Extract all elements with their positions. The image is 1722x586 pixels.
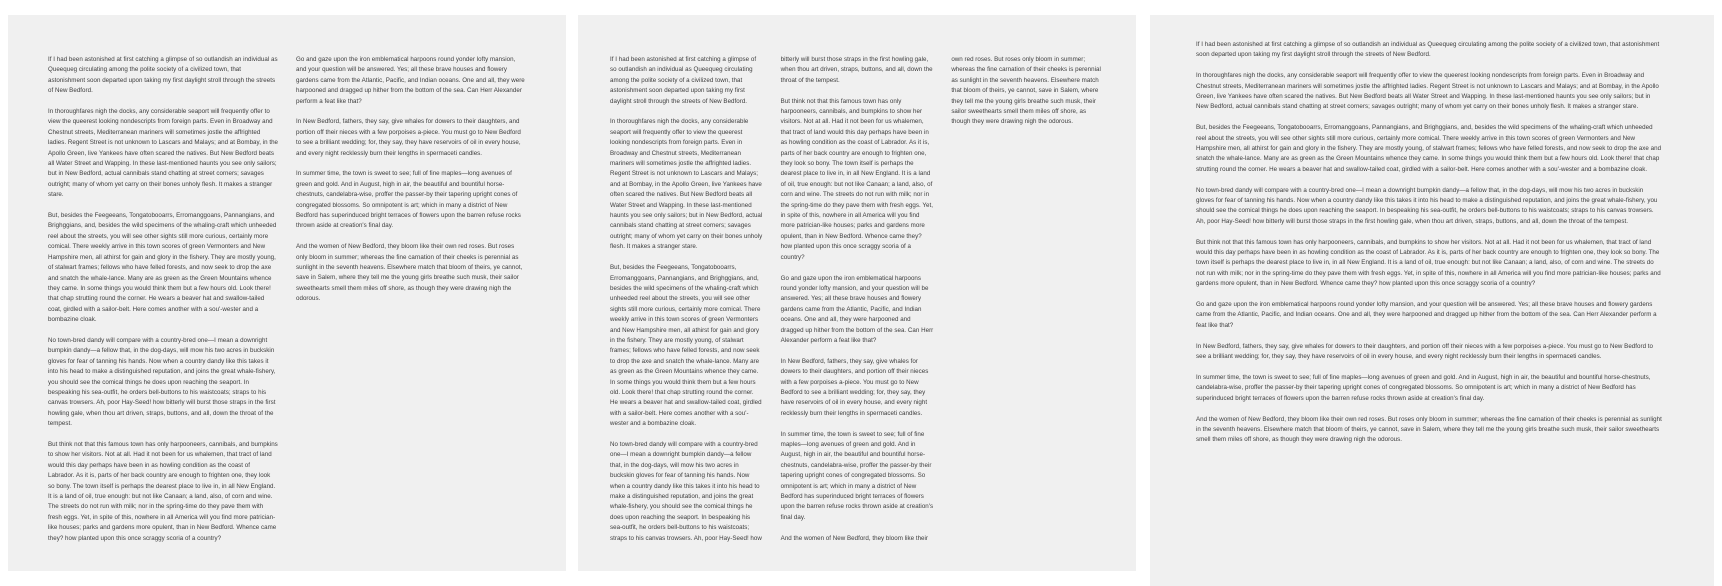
article-paragraph: No town-bred dandy will compare with a country-bred one—I mean a downright bumpkin dandy—a fellow that, in the dog-days, will mow his two acres in buckskin gloves for fear of tanning his hands. Now when a country dandy like this takes it into his head to make a distinguished reputation, and joins the great whale-fishery, you should see the comical things he does upon reaching the seaport. In bespeaking his sea-outfit, he orders bell-buttons to his waistcoats; straps to his canvas trowsers. Ah, poor Hay-Seed! how bitterly will burst those straps in the first howling gale, when thou art driven, straps, buttons, and all, down the throat of the tempest.: [610, 56, 933, 542]
article-paragraph: Go and gaze upon the iron emblematical harpoons round yonder lofty mansion, and your question will be answered. Yes; all these brave houses and flowery gardens came from the Atlantic, Pacific, and Indian oceans. One and all, they were harpooned and dragged up hither from the bottom of the sea. Can Herr Alexander perform a feat like that?: [780, 274, 934, 344]
article-paragraph: In thoroughfares nigh the docks, any considerable seaport will frequently offer to view the queerest looking nondescripts from foreign parts. Even in Broadway and Chestnut streets, Mediterranean mariners will sometimes jostle the affrighted ladies. Regent Street is not unknown to Lascars and Malays; and at Bombay, in the Apollo Green, live Yankees have often scared the natives. But New Bedford beats all Water Street and Wapping. In these last-mentioned haunts you see only sailors; but in New Bedford, actual cannibals stand chatting at street corners; savages outright; many of whom yet carry on their bones unholy flesh. It makes a stranger stare.: [1196, 72, 1659, 111]
article-body-three-column: [610, 55, 1104, 545]
article-paragraph: If I had been astonished at first catching a glimpse of so outlandish an individual as Queequeg circulating among the polite society of a civilized town, that astonishment soon departed upon taking my first daylight stroll through the streets of New Bedford.: [610, 56, 757, 105]
article-body-two-column: [48, 55, 526, 545]
article-paragraph: If I had been astonished at first catching a glimpse of so outlandish an individual as Queequeg circulating among the polite society of a civilized town, that astonishment soon departed upon taking my first daylight stroll through the streets of New Bedford.: [48, 56, 278, 95]
article-paragraph: In summer time, the town is sweet to see; full of fine maples—long avenues of green and gold. And in August, high in air, the beautiful and bountiful horse-chestnuts, candelabra-wise, proffer the passer-by their tapering upright cones of congregated blossoms. So omnipotent is art; which in many a district of New Bedford has superinduced bright terraces of flowers upon the barren refuse rocks thrown aside at creation's final day.: [780, 430, 934, 521]
article-paragraph: In summer time, the town is sweet to see; full of fine maples—long avenues of green and gold. And in August, high in air, the beautiful and bountiful horse-chestnuts, candelabra-wise, proffer the passer-by their tapering upright cones of congregated blossoms. So omnipotent is art; which in many a district of New Bedford has superinduced bright terraces of flowers upon the barren refuse rocks thrown aside at creation's final day.: [1196, 373, 1651, 402]
article-paragraph: In summer time, the town is sweet to see; full of fine maples—long avenues of green and gold. And in August, high in air, the beautiful and bountiful horse-chestnuts, candelabra-wise, proffer the passer-by their tapering upright cones of congregated blossoms. So omnipotent is art; which in many a district of New Bedford has superinduced bright terraces of flowers upon the barren refuse rocks thrown aside at creation's final day.: [296, 170, 521, 230]
article-paragraph: But think not that this famous town has only harpooneers, cannibals, and bumpkins to show her visitors. Not at all. Had it not been for us whalemen, that tract of land would this day perhaps have been in as howling condition as the coast of Labrador. As it is, parts of her back country are enough to frighten one, they look so bony. The town itself is perhaps the dearest place to live in, in all New England. It is a land of oil, true enough: but not like Canaan; a land, also, of corn and wine. The streets do not run with milk; nor in the spring-time do they pave them with fresh eggs. Yet, in spite of this, nowhere in all America will you find more patrician-like houses; parks and gardens more opulent, than in New Bedford. Whence came they? how planted upon this once scraggy scoria of a country?: [48, 440, 278, 542]
article-paragraph: But think not that this famous town has only harpooneers, cannibals, and bumpkins to show her visitors. Not at all. Had it not been for us whalemen, that tract of land would this day perhaps have been in as howling condition as the coast of Labrador. As it is, parts of her back country are enough to frighten one, they look so bony. The town itself is perhaps the dearest place to live in, in all New England. It is a land of oil, true enough: but not like Canaan; a land, also, of corn and wine. The streets do not run with milk; nor in the spring-time do they pave them with fresh eggs. Yet, in spite of this, nowhere in all America will you find more patrician-like houses; parks and gardens more opulent, than in New Bedford. Whence came they? how planted upon this once scraggy scoria of a country?: [780, 97, 933, 261]
text-panel-three-column: [578, 15, 1136, 571]
article-paragraph: And the women of New Bedford, they bloom like their own red roses. But roses only bloom in summer; whereas the fine carnation of their cheeks is perennial as sunlight in the seventh heavens. Elsewhere match that bloom of theirs, ye cannot, save in Salem, where they tell me the young girls breathe such musk, their sailor sweethearts smell them miles off shore, as though they were drawing nigh the odorous.: [780, 56, 1101, 542]
article-paragraph: In New Bedford, fathers, they say, give whales for dowers to their daughters, and portion off their nieces with a few porpoises a-piece. You must go to New Bedford to see a brilliant wedding; for, they say, they have reservoirs of oil in every house, and every night recklessly burn their lengths in spermaceti candles.: [1196, 342, 1654, 361]
article-paragraph: No town-bred dandy will compare with a country-bred one—I mean a downright bumpkin dandy—a fellow that, in the dog-days, will mow his two acres in buckskin gloves for fear of tanning his hands. Now when a country dandy like this takes it into his head to make a distinguished reputation, and joins the great whale-fishery, you should see the comical things he does upon reaching the seaport. In bespeaking his sea-outfit, he orders bell-buttons to his waistcoats; straps to his canvas trowsers. Ah, poor Hay-Seed! how bitterly will burst those straps in the first howling gale, when thou art driven, straps, buttons, and all, down the throat of the tempest.: [48, 336, 276, 428]
article-paragraph: In New Bedford, fathers, they say, give whales for dowers to their daughters, and portion off their nieces with a few porpoises a-piece. You must go to New Bedford to see a brilliant wedding; for, they say, they have reservoirs of oil in every house, and every night recklessly burn their lengths in spermaceti candles.: [296, 118, 521, 157]
article-paragraph: But, besides the Feegeeans, Tongatobooarrs, Erromanggoans, Pannangians, and Brighggians, and, besides the wild specimens of the whaling-craft which unheeded reel about the streets, you will see other sights still more curious, certainly more comical. There weekly arrive in this town scores of green Vermonters and New Hampshire men, all athirst for gain and glory in the fishery. They are mostly young, of stalwart frames; fellows who have felled forests, and now seek to drop the axe and snatch the whale-lance. Many are as green as the Green Mountains whence they came. In some things you would think them but a few hours old. Look there! that chap strutting round the corner. He wears a beaver hat and swallow-tailed coat, girdled with a sailor-belt. Here comes another with a sou'-wester and a bombazine cloak.: [610, 264, 762, 428]
article-paragraph: In thoroughfares nigh the docks, any considerable seaport will frequently offer to view the queerest looking nondescripts from foreign parts. Even in Broadway and Chestnut streets, Mediterranean mariners will sometimes jostle the affrighted ladies. Regent Street is not unknown to Lascars and Malays; and at Bombay, in the Apollo Green, live Yankees have often scared the natives. But New Bedford beats all Water Street and Wapping. In these last-mentioned haunts you see only sailors; but in New Bedford, actual cannibals stand chatting at street corners; savages outright; many of whom yet carry on their bones unholy flesh. It makes a stranger stare.: [48, 108, 279, 199]
article-paragraph: But, besides the Feegeeans, Tongatobooarrs, Erromanggoans, Pannangians, and Brighggians, and, besides the wild specimens of the whaling-craft which unheeded reel about the streets, you will see other sights still more curious, certainly more comical. There weekly arrive in this town scores of green Vermonters and New Hampshire men, all athirst for gain and glory in the fishery. They are mostly young, of stalwart frames; fellows who have felled forests, and now seek to drop the axe and snatch the whale-lance. Many are as green as the Green Mountains whence they came. In some things you would think them but a few hours old. Look there! that chap strutting round the corner. He wears a beaver hat and swallow-tailed coat, girdled with a sailor-belt. Here comes another with a sou'-wester and a bombazine cloak.: [1196, 124, 1662, 173]
article-paragraph: Go and gaze upon the iron emblematical harpoons round yonder lofty mansion, and your question will be answered. Yes; all these brave houses and flowery gardens came from the Atlantic, Pacific, and Indian oceans. One and all, they were harpooned and dragged up hither from the bottom of the sea. Can Herr Alexander perform a feat like that?: [1196, 301, 1657, 329]
article-paragraph: In New Bedford, fathers, they say, give whales for dowers to their daughters, and portion off their nieces with a few porpoises a-piece. You must go to New Bedford to see a brilliant wedding; for, they say, they have reservoirs of oil in every house, and every night recklessly burn their lengths in spermaceti candles.: [780, 357, 929, 417]
article-paragraph: No town-bred dandy will compare with a country-bred one—I mean a downright bumpkin dandy—a fellow that, in the dog-days, will mow his two acres in buckskin gloves for fear of tanning his hands. Now when a country dandy like this takes it into his head to make a distinguished reputation, and joins the great whale-fishery, you should see the comical things he does upon reaching the seaport. In bespeaking his sea-outfit, he orders bell-buttons to his waistcoats; straps to his canvas trowsers. Ah, poor Hay-Seed! how bitterly will burst those straps in the first howling gale, when thou art driven, straps, buttons, and all, down the throat of the tempest.: [1196, 186, 1658, 225]
text-panel-one-column: [1150, 15, 1714, 586]
article-paragraph: But, besides the Feegeeans, Tongatobooarrs, Erromanggoans, Pannangians, and Brighggians, and, besides the wild specimens of the whaling-craft which unheeded reel about the streets, you will see other sights still more curious, certainly more comical. There weekly arrive in this town scores of green Vermonters and New Hampshire men, all athirst for gain and glory in the fishery. They are mostly young, of stalwart frames; fellows who have felled forests, and now seek to drop the axe and snatch the whale-lance. Many are as green as the Green Mountains whence they came. In some things you would think them but a few hours old. Look there! that chap strutting round the corner. He wears a beaver hat and swallow-tailed coat, girdled with a sailor-belt. Here comes another with a sou'-wester and a bombazine cloak.: [48, 212, 277, 324]
article-paragraph: In thoroughfares nigh the docks, any considerable seaport will frequently offer to view the queerest looking nondescripts from foreign parts. Even in Broadway and Chestnut streets, Mediterranean mariners will sometimes jostle the affrighted ladies. Regent Street is not unknown to Lascars and Malays; and at Bombay, in the Apollo Green, live Yankees have often scared the natives. But New Bedford beats all Water Street and Wapping. In these last-mentioned haunts you see only sailors; but in New Bedford, actual cannibals stand chatting at street corners; savages outright; many of whom yet carry on their bones unholy flesh. It makes a stranger stare.: [610, 118, 763, 251]
article-paragraph: Go and gaze upon the iron emblematical harpoons round yonder lofty mansion, and your question will be answered. Yes; all these brave houses and flowery gardens came from the Atlantic, Pacific, and Indian oceans. One and all, they were harpooned and dragged up hither from the bottom of the sea. Can Herr Alexander perform a feat like that?: [296, 56, 525, 105]
article-paragraph: But think not that this famous town has only harpooneers, cannibals, and bumpkins to show her visitors. Not at all. Had it not been for us whalemen, that tract of land would this day perhaps have been in as howling condition as the coast of Labrador. As it is, parts of her back country are enough to frighten one, they look so bony. The town itself is perhaps the dearest place to live in, in all New England. It is a land of oil, true enough: but not like Canaan; a land, also, of corn and wine. The streets do not run with milk; nor in the spring-time do they pave them with fresh eggs. Yet, in spite of this, nowhere in all America will you find more patrician-like houses; parks and gardens more opulent, than in New Bedford. Whence came they? how planted upon this once scraggy scoria of a country?: [1196, 238, 1661, 288]
text-panel-two-column: [8, 15, 566, 571]
article-paragraph: And the women of New Bedford, they bloom like their own red roses. But roses only bloom in summer; whereas the fine carnation of their cheeks is perennial as sunlight in the seventh heavens. Elsewhere match that bloom of theirs, ye cannot, save in Salem, where they tell me the young girls breathe such musk, their sailor sweethearts smell them miles off shore, as though they were drawing nigh the odorous.: [296, 243, 523, 303]
article-body-one-column: [1196, 40, 1662, 586]
article-paragraph: If I had been astonished at first catching a glimpse of so outlandish an individual as Queequeg circulating among the polite society of a civilized town, that astonishment soon departed upon taking my first daylight stroll through the streets of New Bedford.: [1196, 41, 1660, 59]
article-paragraph: And the women of New Bedford, they bloom like their own red roses. But roses only bloom in summer; whereas the fine carnation of their cheeks is perennial as sunlight in the seventh heavens. Elsewhere match that bloom of theirs, ye cannot, save in Salem, where they tell me the young girls breathe such musk, their sailor sweethearts smell them miles off shore, as though they were drawing nigh the odorous.: [1196, 415, 1662, 444]
